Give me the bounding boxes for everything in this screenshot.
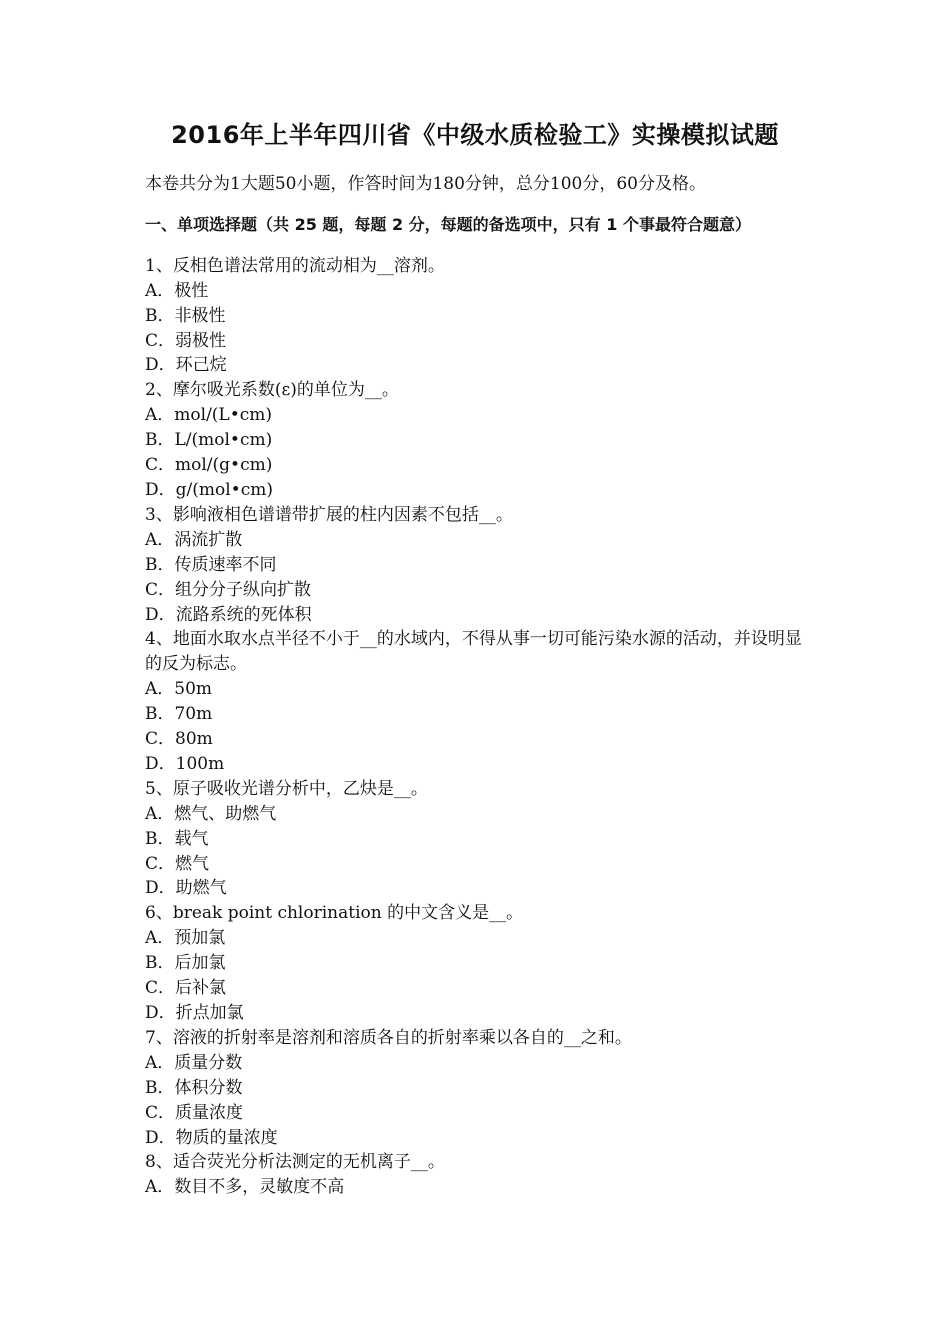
option-c: C．燃气: [145, 853, 210, 874]
question: [145, 1150, 815, 1200]
option-b: B．载气: [145, 828, 209, 849]
option-a: A．燃气、助燃气: [145, 803, 277, 824]
question-stem: 7、溶液的折射率是溶剂和溶质各自的折射率乘以各自的__之和。: [145, 1027, 632, 1048]
section-heading: 一、单项选择题（共 25 题，每题 2 分，每题的备选项中，只有 1 个事最符合题意）: [145, 214, 751, 234]
option-b: B．70m: [145, 704, 213, 725]
option-d: D．流路系统的死体积: [145, 604, 312, 625]
option-d: D．助燃气: [145, 878, 227, 899]
question-stem: 8、适合荧光分析法测定的无机离子__。: [145, 1152, 445, 1173]
question-stem: 4、地面水取水点半径不小于__的水域内，不得从事一切可能污染水源的活动，并设明显的反为标志。: [145, 629, 802, 675]
option-a: A．质量分数: [145, 1052, 243, 1073]
question: [145, 378, 815, 503]
question: [145, 254, 815, 379]
option-b: B．后加氯: [145, 953, 226, 974]
option-a: A．数目不多，灵敏度不高: [145, 1177, 345, 1198]
option-d: D．环己烷: [145, 355, 227, 376]
option-c: C．组分分子纵向扩散: [145, 579, 312, 600]
option-a: A．预加氯: [145, 928, 226, 949]
question-stem: 6、break point chlorination 的中文含义是__。: [145, 903, 524, 924]
option-a: A．50m: [145, 679, 213, 700]
question-stem: 5、原子吸收光谱分析中，乙炔是__。: [145, 778, 428, 799]
option-c: C．弱极性: [145, 330, 227, 351]
option-c: C．后补氯: [145, 978, 227, 999]
exam-intro: 本卷共分为1大题50小题，作答时间为180分钟，总分100分，60分及格。: [145, 174, 706, 194]
option-a: A．涡流扩散: [145, 529, 243, 550]
option-a: A．mol/(L•cm): [145, 405, 273, 426]
option-d: D．折点加氯: [145, 1003, 244, 1023]
option-d: D．g/(mol•cm): [145, 479, 273, 500]
question-stem: 3、影响液相色谱谱带扩展的柱内因素不包括__。: [145, 504, 513, 525]
question-stem: 2、摩尔吸光系数(ε)的单位为__。: [145, 380, 399, 401]
option-c: C．质量浓度: [145, 1102, 244, 1123]
option-c: C．80m: [145, 729, 213, 750]
question: [145, 1026, 815, 1151]
document-title: 2016年上半年四川省《中级水质检验工》实操模拟试题: [171, 121, 779, 149]
question: [145, 627, 815, 776]
option-b: B．L/(mol•cm): [145, 430, 273, 451]
option-b: B．体积分数: [145, 1077, 243, 1098]
question: [145, 777, 815, 902]
question: [145, 901, 815, 1026]
option-d: D．100m: [145, 753, 225, 774]
option-a: A．极性: [145, 280, 209, 301]
option-c: C．mol/(g•cm): [145, 455, 273, 476]
document-body: [145, 172, 815, 1200]
option-b: B．非极性: [145, 305, 226, 326]
question-stem: 1、反相色谱法常用的流动相为__溶剂。: [145, 255, 445, 276]
option-b: B．传质速率不同: [145, 554, 277, 575]
question: [145, 503, 815, 628]
option-d: D．物质的量浓度: [145, 1127, 278, 1148]
